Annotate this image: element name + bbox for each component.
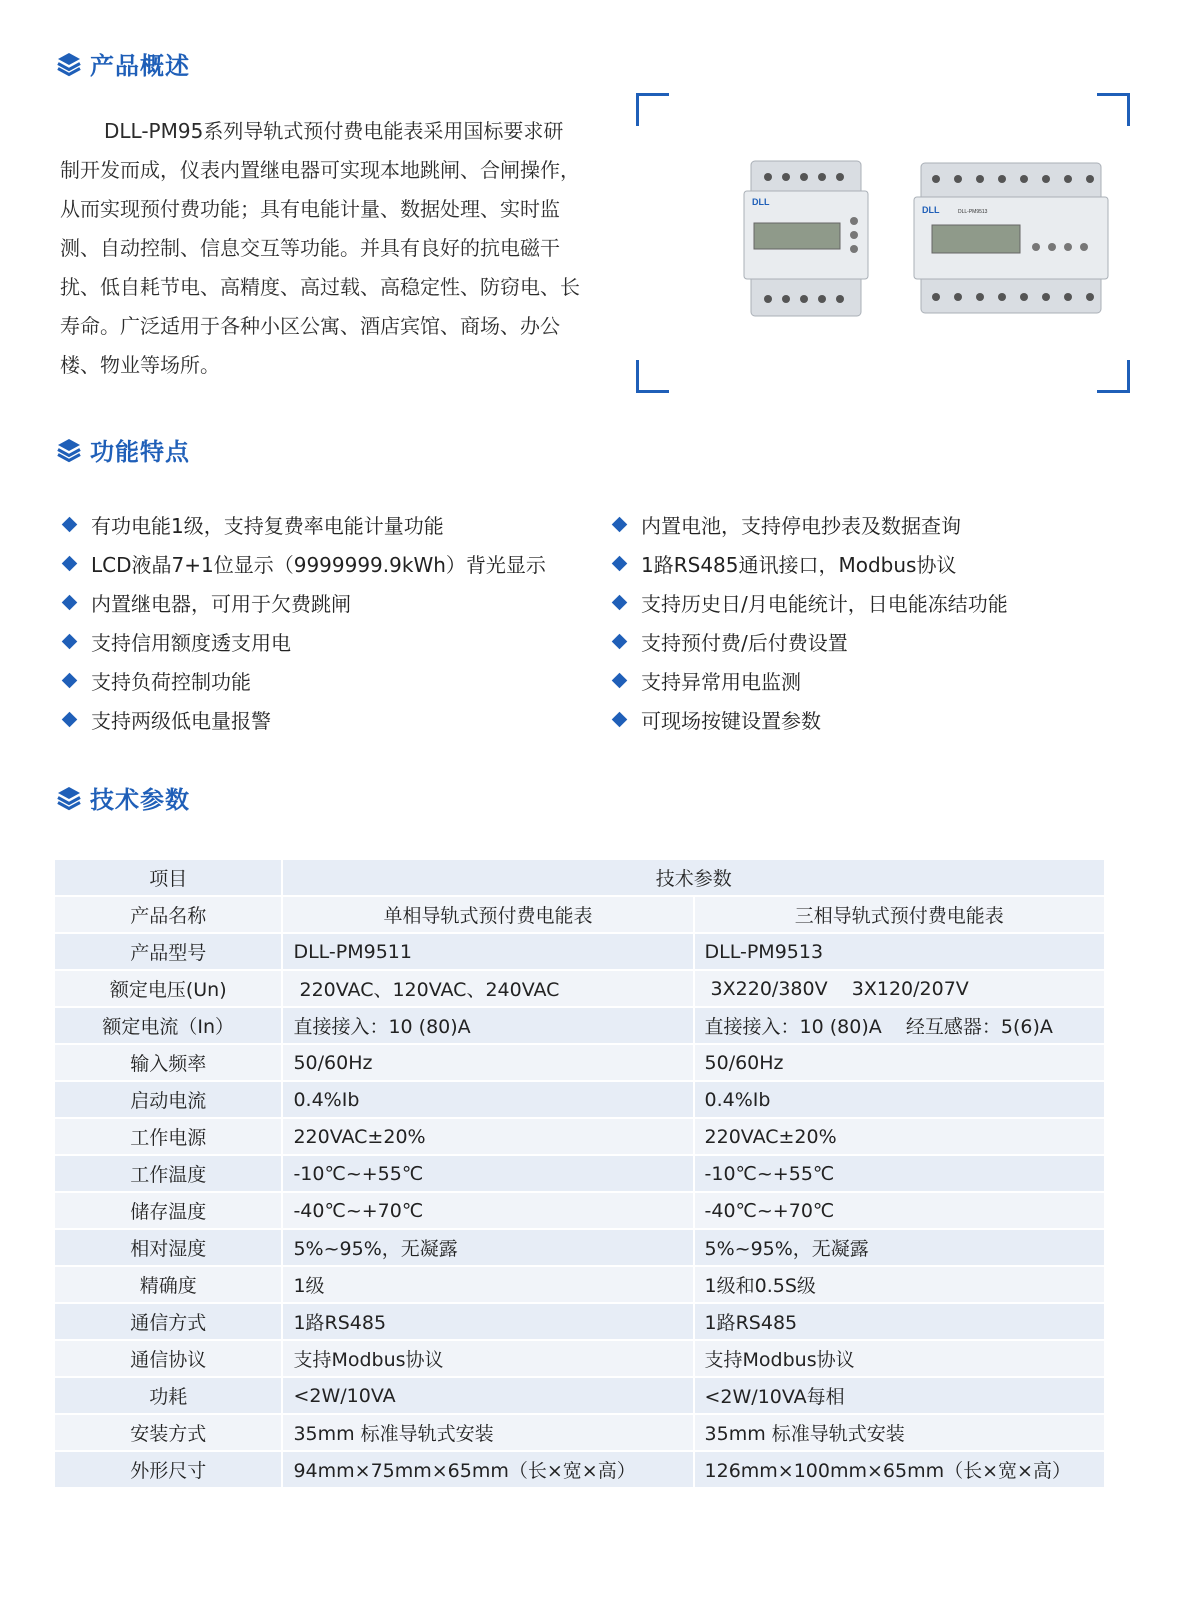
diamond-bullet-icon [612, 712, 628, 728]
row-label-cell: 启动电流 [55, 1082, 281, 1117]
feature-text: 支持信用额度透支用电 [91, 631, 291, 655]
feature-text: 支持异常用电监测 [641, 670, 801, 694]
value-cell: 94mm×75mm×65mm（长×宽×高） [283, 1452, 692, 1487]
feature-text: 支持负荷控制功能 [91, 670, 251, 694]
value-cell: 126mm×100mm×65mm（长×宽×高） [695, 1452, 1104, 1487]
list-item [60, 622, 546, 661]
table-row [55, 1119, 1104, 1154]
value-cell: -10℃~+55℃ [695, 1156, 1104, 1191]
value-cell: 1路RS485 [283, 1304, 692, 1339]
row-label-cell: 储存温度 [55, 1193, 281, 1228]
feature-text: 1路RS485通讯接口，Modbus协议 [641, 553, 957, 577]
header-cell: 项目 [55, 860, 281, 895]
value-cell: 0.4%Ib [695, 1082, 1104, 1117]
table-header-row [55, 860, 1104, 895]
row-label-cell: 额定电流（In） [55, 1008, 281, 1043]
value-cell: <2W/10VA [283, 1378, 692, 1413]
layers-icon [56, 51, 82, 77]
value-cell: -40℃~+70℃ [695, 1193, 1104, 1228]
table-row [55, 1045, 1104, 1080]
table-row [55, 1378, 1104, 1413]
row-label-cell: 产品名称 [55, 897, 281, 932]
value-cell: 三相导轨式预付费电能表 [695, 897, 1104, 932]
value-cell: DLL-PM9511 [283, 934, 692, 969]
section-title-text: 功能特点 [90, 438, 190, 466]
list-item [610, 700, 1008, 739]
table-row [55, 1304, 1104, 1339]
value-cell: 35mm 标准导轨式安装 [695, 1415, 1104, 1450]
list-item [610, 544, 1008, 583]
diamond-bullet-icon [612, 517, 628, 533]
list-item [60, 544, 546, 583]
list-item [60, 583, 546, 622]
value-cell: <2W/10VA每相 [695, 1378, 1104, 1413]
value-cell: 220VAC、120VAC、240VAC [283, 971, 692, 1006]
list-item [60, 505, 546, 544]
value-cell: 支持Modbus协议 [283, 1341, 692, 1376]
diamond-bullet-icon [612, 556, 628, 572]
layers-icon [56, 437, 82, 463]
row-label-cell: 相对湿度 [55, 1230, 281, 1265]
three-phase-meter [914, 163, 1108, 313]
value-cell: 220VAC±20% [695, 1119, 1104, 1154]
diamond-bullet-icon [62, 634, 78, 650]
section-title-features [56, 432, 190, 467]
table-row [55, 971, 1104, 1006]
value-cell: DLL-PM9513 [695, 934, 1104, 969]
meter-illustration [696, 153, 1116, 323]
value-cell: 5%~95%，无凝露 [283, 1230, 692, 1265]
value-cell: -10℃~+55℃ [283, 1156, 692, 1191]
feature-text: 内置继电器，可用于欠费跳闸 [91, 592, 351, 616]
row-label-cell: 通信协议 [55, 1341, 281, 1376]
row-label-cell: 安装方式 [55, 1415, 281, 1450]
meter2-brand: DLL [922, 205, 940, 215]
row-label-cell: 工作电源 [55, 1119, 281, 1154]
section-title-overview [56, 46, 190, 81]
section-title-specs [56, 780, 190, 815]
list-item [610, 622, 1008, 661]
value-cell: 5%~95%，无凝露 [695, 1230, 1104, 1265]
frame-corner [1097, 360, 1130, 393]
feature-text: 支持预付费/后付费设置 [641, 631, 848, 655]
feature-text: 支持历史日/月电能统计，日电能冻结功能 [641, 592, 1008, 616]
value-cell: -40℃~+70℃ [283, 1193, 692, 1228]
table-row [55, 1452, 1104, 1487]
value-cell: 支持Modbus协议 [695, 1341, 1104, 1376]
feature-text: 支持两级低电量报警 [91, 709, 271, 733]
row-label-cell: 功耗 [55, 1378, 281, 1413]
value-cell: 0.4%Ib [283, 1082, 692, 1117]
row-label-cell: 精确度 [55, 1267, 281, 1302]
row-label-cell: 输入频率 [55, 1045, 281, 1080]
section-title-text: 产品概述 [90, 52, 190, 80]
value-cell: 1级和0.5S级 [695, 1267, 1104, 1302]
layers-icon [56, 785, 82, 811]
row-label-cell: 额定电压(Un) [55, 971, 281, 1006]
meter1-brand: DLL [752, 197, 770, 207]
spec-table [53, 858, 1106, 1489]
table-row [55, 1193, 1104, 1228]
value-cell: 1级 [283, 1267, 692, 1302]
feature-column-right [610, 505, 1008, 739]
value-cell: 1路RS485 [695, 1304, 1104, 1339]
table-row [55, 1415, 1104, 1450]
meter2-model: DLL-PM9513 [958, 209, 988, 215]
diamond-bullet-icon [62, 517, 78, 533]
overview-paragraph: DLL-PM95系列导轨式预付费电能表采用国标要求研制开发而成，仪表内置继电器可实现本地跳闸、合闸操作，从而实现预付费功能；具有电能计量、数据处理、实时监测、自动控制、信息交互等功能。并具有良好的抗电磁干扰、低自耗节电、高精度、高过载、高稳定性、防窃电、长寿命。广泛适用于各种小区公寓、酒店宾馆、商场、办公楼、物业等场所。 [60, 119, 580, 377]
diamond-bullet-icon [62, 712, 78, 728]
table-row [55, 1230, 1104, 1265]
diamond-bullet-icon [62, 673, 78, 689]
table-row [55, 1008, 1104, 1043]
row-label-cell: 工作温度 [55, 1156, 281, 1191]
list-item [610, 583, 1008, 622]
frame-corner [636, 360, 669, 393]
value-cell: 220VAC±20% [283, 1119, 692, 1154]
list-item [610, 505, 1008, 544]
diamond-bullet-icon [612, 634, 628, 650]
value-cell: 35mm 标准导轨式安装 [283, 1415, 692, 1450]
row-label-cell: 产品型号 [55, 934, 281, 969]
table-row [55, 1341, 1104, 1376]
single-phase-meter [744, 161, 868, 316]
feature-column-left [60, 505, 546, 739]
feature-text: 可现场按键设置参数 [641, 709, 821, 733]
product-photo [636, 93, 1130, 393]
diamond-bullet-icon [612, 595, 628, 611]
header-cell: 技术参数 [283, 860, 1104, 895]
frame-corner [1097, 93, 1130, 126]
table-row [55, 1082, 1104, 1117]
table-row [55, 1267, 1104, 1302]
feature-text: 内置电池，支持停电抄表及数据查询 [641, 514, 961, 538]
row-label-cell: 外形尺寸 [55, 1452, 281, 1487]
diamond-bullet-icon [62, 556, 78, 572]
value-cell: 直接接入：10 (80)A [283, 1008, 692, 1043]
diamond-bullet-icon [612, 673, 628, 689]
diamond-bullet-icon [62, 595, 78, 611]
value-cell: 直接接入：10 (80)A 经互感器：5(6)A [695, 1008, 1104, 1043]
value-cell: 单相导轨式预付费电能表 [283, 897, 692, 932]
feature-text: LCD液晶7+1位显示（9999999.9kWh）背光显示 [91, 553, 546, 577]
frame-corner [636, 93, 669, 126]
table-row [55, 897, 1104, 932]
list-item [60, 700, 546, 739]
table-row [55, 1156, 1104, 1191]
list-item [610, 661, 1008, 700]
section-title-text: 技术参数 [90, 786, 190, 814]
value-cell: 50/60Hz [283, 1045, 692, 1080]
value-cell: 3X220/380V 3X120/207V [695, 971, 1104, 1006]
list-item [60, 661, 546, 700]
value-cell: 50/60Hz [695, 1045, 1104, 1080]
row-label-cell: 通信方式 [55, 1304, 281, 1339]
feature-text: 有功电能1级，支持复费率电能计量功能 [91, 514, 444, 538]
table-row [55, 934, 1104, 969]
